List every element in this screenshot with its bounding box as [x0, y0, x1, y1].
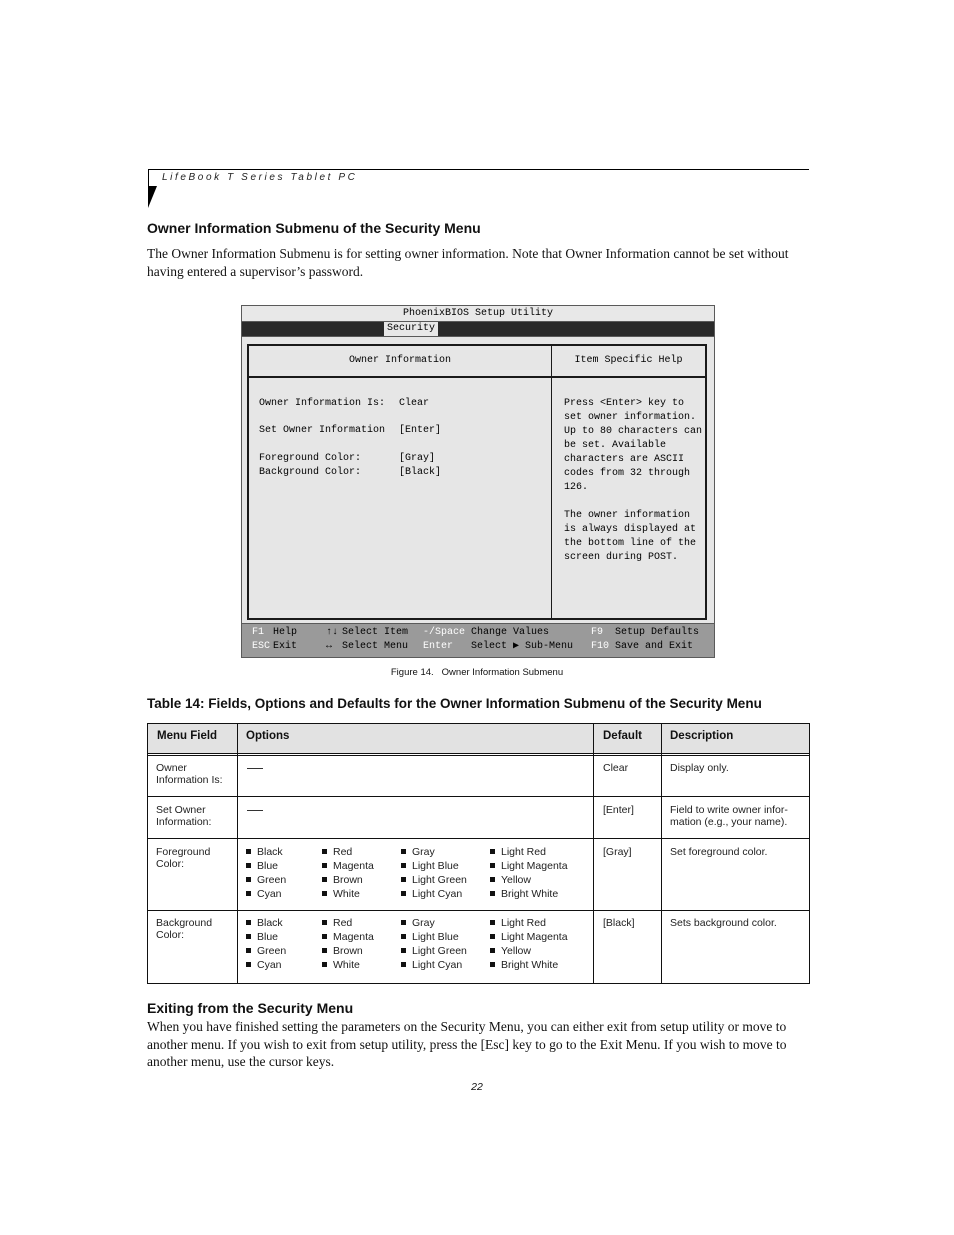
- bios-right-header: Item Specific Help: [552, 346, 705, 378]
- color-option: Red: [333, 846, 353, 858]
- cell-options-dash: [247, 810, 263, 811]
- bullet-icon: [401, 934, 406, 939]
- bullet-icon: [322, 948, 327, 953]
- cell-options-dash: [247, 768, 263, 769]
- cell-description-line: Display only.: [670, 762, 729, 774]
- bullet-icon: [322, 849, 327, 854]
- bullet-icon: [322, 891, 327, 896]
- bullet-icon: [322, 934, 327, 939]
- cell-field-line: Set Owner: [156, 804, 206, 816]
- table-title: Table 14: Fields, Options and Defaults for the Owner Information Submenu of the Security Menu: [147, 696, 762, 711]
- color-option: Bright White: [501, 959, 559, 971]
- color-options-list: [401, 845, 467, 901]
- color-option: Blue: [257, 931, 279, 943]
- color-option: Brown: [333, 874, 363, 886]
- color-option: Magenta: [333, 860, 374, 872]
- color-option: Gray: [412, 846, 435, 858]
- cell-description-line: Sets background color.: [670, 917, 777, 929]
- table-row: [156, 917, 212, 941]
- cell-default: Clear: [603, 762, 629, 774]
- figure-caption-label: Figure 14.: [390, 667, 434, 678]
- bios-row-label[interactable]: Set Owner Information: [259, 425, 386, 436]
- bios-key-updown: ↑↓: [326, 627, 339, 638]
- color-options-list: [322, 845, 374, 901]
- bullet-icon: [322, 863, 327, 868]
- color-option: Cyan: [257, 888, 282, 900]
- color-option: Bright White: [501, 888, 559, 900]
- bullet-icon: [401, 877, 406, 882]
- bios-tab-security[interactable]: Security: [384, 322, 438, 336]
- color-options-list: [490, 916, 568, 972]
- color-option: Yellow: [501, 945, 531, 957]
- color-options-list: [322, 916, 374, 972]
- bullet-icon: [401, 920, 406, 925]
- bios-key-esc-label: Exit: [273, 641, 298, 652]
- table-header-rule: [148, 755, 809, 756]
- bullet-icon: [401, 962, 406, 967]
- column-header-options: Options: [246, 730, 290, 742]
- table-row-rule: [148, 838, 809, 839]
- bios-row-value[interactable]: [Black]: [399, 467, 442, 478]
- bullet-icon: [401, 849, 406, 854]
- table-row: [156, 846, 210, 870]
- bios-body: [242, 337, 714, 623]
- bios-key-updown-label: Select Item: [342, 627, 409, 638]
- bios-row-value[interactable]: [Enter]: [399, 425, 442, 436]
- section-heading-exiting: Exiting from the Security Menu: [147, 1000, 354, 1016]
- color-options-list: [246, 845, 286, 901]
- table-row-rule: [148, 796, 809, 797]
- page-number: 22: [471, 1081, 483, 1093]
- bullet-icon: [246, 849, 251, 854]
- cell-description: [670, 917, 777, 929]
- table-col-divider: [593, 724, 594, 983]
- color-option: Black: [257, 846, 283, 858]
- bios-key-f10: F10: [591, 641, 610, 652]
- header-triangle-mark: [148, 186, 157, 208]
- bullet-icon: [490, 849, 495, 854]
- table-row-rule: [148, 910, 809, 911]
- color-option: Light Blue: [412, 860, 459, 872]
- column-header-description: Description: [670, 730, 734, 742]
- bullet-icon: [246, 934, 251, 939]
- bullet-icon: [246, 877, 251, 882]
- cell-default: [Black]: [603, 917, 635, 929]
- cell-field-line: Background: [156, 917, 213, 929]
- bullet-icon: [246, 891, 251, 896]
- table-row: [156, 762, 223, 786]
- bios-key-minus-label: Change Values: [471, 627, 550, 638]
- bullet-icon: [246, 920, 251, 925]
- color-option: Light Red: [501, 917, 546, 929]
- color-option: Magenta: [333, 931, 374, 943]
- bios-row-label[interactable]: Owner Information Is:: [259, 398, 386, 409]
- cell-field-line: Foreground: [156, 846, 211, 858]
- bios-row-label[interactable]: Foreground Color:: [259, 453, 362, 464]
- bios-row-label[interactable]: Background Color:: [259, 467, 362, 478]
- bios-key-minus-space: -/Space: [423, 627, 466, 638]
- cell-field-line: Owner: [156, 762, 187, 774]
- cell-default: [Enter]: [603, 804, 634, 816]
- color-options-list: [246, 916, 286, 972]
- color-option: Yellow: [501, 874, 531, 886]
- table-row: [156, 804, 211, 828]
- bullet-icon: [246, 962, 251, 967]
- color-option: Light Green: [412, 874, 467, 886]
- bullet-icon: [490, 920, 495, 925]
- color-option: Light Cyan: [412, 959, 463, 971]
- column-header-menu-field: Menu Field: [157, 730, 218, 742]
- cell-field-line: Color:: [156, 929, 185, 941]
- bios-row-value: Clear: [399, 398, 430, 409]
- bios-screenshot: [241, 305, 715, 658]
- header-vertical-rule: [148, 169, 149, 187]
- bios-footer: [242, 624, 714, 657]
- section-body-exiting: When you have finished setting the parameters on the Security Menu, you can either exit from setup utility or move to another menu. If you wish to exit from setup utility, press the [Esc] key to go to the Exit Menu. If you wish to move to another menu, use the cursor keys.: [147, 1019, 787, 1069]
- bios-key-leftright: ↔: [326, 641, 333, 652]
- cell-description-line: Field to write owner infor-: [670, 804, 788, 816]
- cell-field-line: Color:: [156, 858, 185, 870]
- cell-description: [670, 762, 729, 774]
- bullet-icon: [490, 877, 495, 882]
- section-heading-owner-info: Owner Information Submenu of the Security Menu: [147, 220, 481, 236]
- color-options-list: [401, 916, 467, 972]
- color-option: Black: [257, 917, 283, 929]
- color-option: Light Magenta: [501, 931, 568, 943]
- table-header-rule: [148, 753, 809, 754]
- color-option: Light Magenta: [501, 860, 568, 872]
- running-title: LifeBook T Series Tablet PC: [162, 172, 358, 183]
- bios-right-panel: [552, 344, 707, 620]
- color-option: Light Blue: [412, 931, 459, 943]
- color-option: Brown: [333, 945, 363, 957]
- cell-description: [670, 846, 767, 858]
- bios-title: PhoenixBIOS Setup Utility: [242, 306, 714, 321]
- cell-field-line: Information Is:: [156, 774, 223, 786]
- bios-key-f9-label: Setup Defaults: [615, 627, 700, 638]
- bullet-icon: [490, 934, 495, 939]
- column-header-default: Default: [603, 730, 642, 742]
- bios-key-enter-label: Select ▶ Sub-Menu: [471, 641, 574, 652]
- bullet-icon: [246, 863, 251, 868]
- cell-description-line: Set foreground color.: [670, 846, 768, 858]
- color-option: Light Cyan: [412, 888, 463, 900]
- bios-key-f1-label: Help: [273, 627, 298, 638]
- bios-key-f9: F9: [591, 627, 604, 638]
- color-option: Blue: [257, 860, 279, 872]
- bullet-icon: [401, 891, 406, 896]
- cell-description-line: mation (e.g., your name).: [670, 816, 788, 828]
- bios-row-value[interactable]: [Gray]: [399, 453, 436, 464]
- bullet-icon: [322, 877, 327, 882]
- bullet-icon: [401, 863, 406, 868]
- bullet-icon: [490, 962, 495, 967]
- table-col-divider: [661, 724, 662, 983]
- bios-left-header: Owner Information: [249, 346, 551, 378]
- bullet-icon: [401, 948, 406, 953]
- section-body-owner-info: The Owner Information Submenu is for setting owner information. Note that Owner Information cannot be set without having entered a supervisor’s password.: [147, 246, 789, 279]
- color-option: Gray: [412, 917, 435, 929]
- color-option: Green: [257, 874, 287, 886]
- cell-description: [670, 804, 788, 828]
- bullet-icon: [490, 891, 495, 896]
- bios-key-f1: F1: [252, 627, 265, 638]
- color-option: Red: [333, 917, 353, 929]
- bios-help-text: Press <Enter> key to set owner information. Up to 80 characters can be set. Available characters are ASCII codes from 32 through 126. The owner information is always displayed at the bottom line of the screen during POST.: [564, 398, 703, 563]
- color-option: Light Green: [412, 945, 467, 957]
- bullet-icon: [490, 948, 495, 953]
- figure-caption: [0, 667, 954, 678]
- bios-key-f10-label: Save and Exit: [615, 641, 694, 652]
- bios-left-panel: [247, 344, 553, 620]
- color-option: Green: [257, 945, 287, 957]
- header-rule: [148, 169, 809, 170]
- color-options-list: [490, 845, 568, 901]
- figure-caption-text: Owner Information Submenu: [441, 667, 564, 678]
- bios-key-esc: ESC: [252, 641, 271, 652]
- bios-key-enter: Enter: [423, 641, 454, 652]
- options-table: [147, 723, 810, 984]
- bullet-icon: [322, 920, 327, 925]
- bios-key-leftright-label: Select Menu: [342, 641, 409, 652]
- table-col-divider: [237, 724, 238, 983]
- bullet-icon: [490, 863, 495, 868]
- cell-default: [Gray]: [603, 846, 632, 858]
- bullet-icon: [322, 962, 327, 967]
- color-option: Light Red: [501, 846, 546, 858]
- cell-field-line: Information:: [156, 816, 212, 828]
- bullet-icon: [246, 948, 251, 953]
- bios-menu-bar: [242, 322, 714, 336]
- color-option: Cyan: [257, 959, 282, 971]
- color-option: White: [333, 888, 360, 900]
- color-option: White: [333, 959, 360, 971]
